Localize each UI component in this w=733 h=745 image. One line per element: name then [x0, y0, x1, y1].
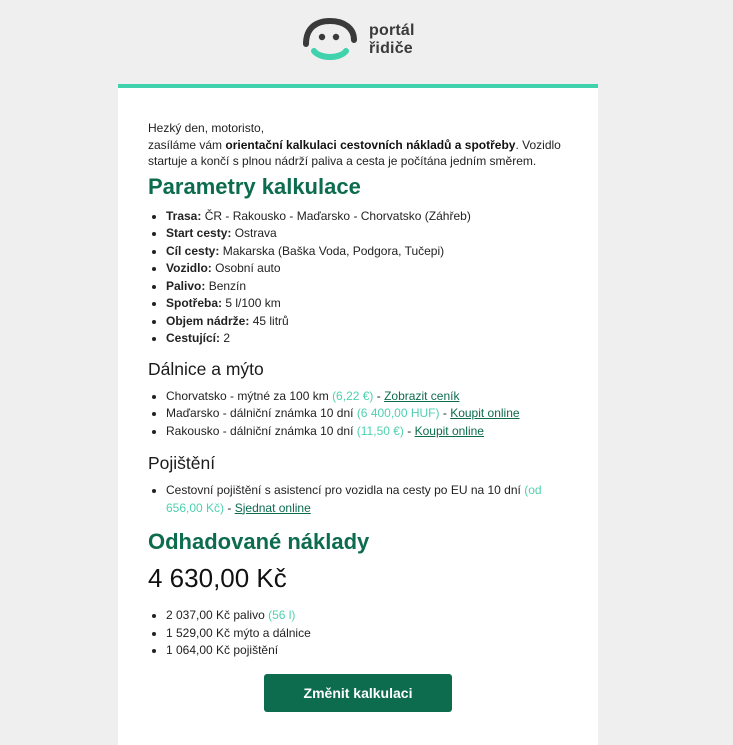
cost-text: 1 064,00 Kč pojištění [166, 643, 279, 657]
intro-bold: orientační kalkulaci cestovních nákladů a spotřeby [225, 137, 516, 152]
param-label: Trasa: [166, 208, 202, 223]
param-value: 45 litrů [249, 313, 289, 328]
portal-ridice-logo[interactable] [302, 18, 432, 66]
smiley-car-logo-icon [302, 18, 358, 64]
toll-price: (6,22 €) [332, 388, 374, 403]
param-value: ČR - Rakousko - Maďarsko - Chorvatsko (Záhřeb) [201, 208, 471, 223]
insurance-list [148, 482, 568, 517]
toll-item [166, 423, 568, 441]
param-value: Benzín [205, 278, 247, 293]
param-value: Osobní auto [211, 261, 281, 275]
email-header [0, 0, 733, 84]
params-title: Parametry kalkulace [148, 173, 361, 199]
intro-post: . Vozidlo startuje a končí s plnou nádrží paliva a cesta je počítána jedním směrem. [148, 137, 561, 168]
cost-item [166, 625, 568, 643]
cost-text: 2 037,00 Kč palivo [166, 608, 269, 622]
param-item [166, 225, 568, 243]
costs-list [148, 607, 568, 660]
logo-line2: řidiče [369, 40, 413, 57]
intro-pre: zasíláme vám [148, 137, 226, 152]
param-item [166, 330, 568, 348]
param-label: Objem nádrže: [166, 313, 250, 328]
cost-item [166, 642, 568, 660]
toll-sep: - [439, 406, 451, 420]
param-label: Cíl cesty: [166, 243, 220, 258]
param-item [166, 260, 568, 278]
toll-item [166, 405, 568, 423]
param-label: Vozidlo: [166, 261, 212, 275]
toll-text: Maďarsko - dálniční známka 10 dní [166, 406, 357, 420]
total-cost: 4 630,00 Kč [148, 563, 287, 593]
param-label: Start cesty: [166, 226, 232, 240]
param-label: Cestující: [166, 331, 221, 345]
button-wrapper [148, 674, 568, 712]
param-item [166, 313, 568, 331]
change-calculation-button[interactable]: Změnit kalkulaci [264, 674, 452, 712]
intro-text [148, 120, 568, 170]
param-item [166, 243, 568, 261]
cost-note: (56 l) [268, 608, 296, 622]
insurance-sep: - [224, 500, 235, 515]
toll-price: (6 400,00 HUF) [356, 406, 440, 420]
params-list [148, 208, 568, 348]
insurance-title: Pojištění [148, 453, 216, 473]
param-item [166, 208, 568, 226]
toll-sep: - [403, 423, 415, 438]
toll-sep: - [373, 388, 385, 403]
param-value: Ostrava [231, 226, 277, 240]
buy-online-link[interactable]: Koupit online [414, 423, 484, 438]
toll-price: (11,50 €) [356, 423, 404, 438]
param-value: 2 [220, 331, 231, 345]
param-item [166, 278, 568, 296]
show-pricelist-link[interactable]: Zobrazit ceník [384, 388, 460, 403]
insurance-price: (od 656,00 Kč) [166, 483, 542, 515]
toll-text: Rakousko - dálniční známka 10 dní [166, 423, 357, 438]
email-card [118, 84, 598, 745]
toll-text: Chorvatsko - mýtné za 100 km [166, 388, 333, 403]
tolls-list [148, 388, 568, 441]
logo-text [369, 22, 415, 58]
param-label: Spotřeba: [166, 296, 223, 310]
costs-title: Odhadované náklady [148, 529, 370, 554]
arrange-online-link[interactable]: Sjednat online [234, 500, 311, 515]
logo-line1: portál [369, 22, 415, 39]
tolls-title: Dálnice a mýto [148, 358, 264, 379]
cost-item [166, 607, 568, 625]
param-value: 5 l/100 km [222, 296, 281, 310]
param-value: Makarska (Baška Voda, Podgora, Tučepi) [219, 243, 445, 258]
toll-item [166, 388, 568, 406]
buy-online-link[interactable]: Koupit online [450, 406, 520, 420]
param-label: Palivo: [166, 278, 206, 293]
insurance-text: Cestovní pojištění s asistencí pro vozidla na cesty po EU na 10 dní [166, 483, 525, 497]
greeting: Hezký den, motoristo, [148, 121, 265, 135]
param-item [166, 295, 568, 313]
insurance-item [166, 482, 568, 517]
cost-text: 1 529,00 Kč mýto a dálnice [166, 625, 311, 640]
